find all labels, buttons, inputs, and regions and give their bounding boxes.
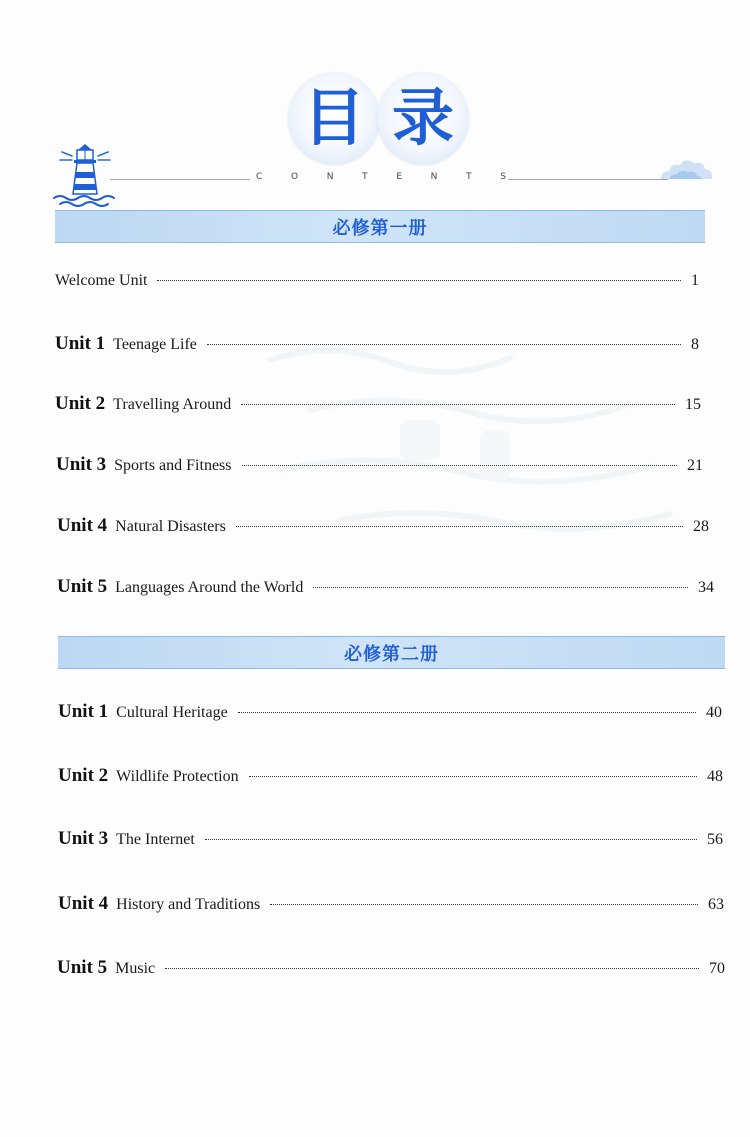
page-number: 28 [693, 518, 709, 535]
entry-title: Sports and Fitness [114, 457, 232, 474]
unit-label: Unit 2 [55, 393, 106, 414]
contents-rule-right [508, 179, 668, 180]
page-number: 8 [691, 336, 699, 353]
contents-letter: S [500, 172, 506, 182]
dot-leader [270, 904, 698, 905]
section-banner-book-1 [55, 210, 705, 243]
contents-letter: N [430, 172, 438, 182]
dot-leader [165, 968, 699, 969]
section-heading: 必修第二册 [344, 643, 439, 665]
page-number: 1 [691, 272, 699, 289]
contents-subtitle [256, 172, 506, 182]
contents-letter: C [256, 172, 263, 182]
page-number: 48 [707, 768, 723, 785]
page-number: 34 [698, 579, 714, 596]
entry-title: Cultural Heritage [116, 704, 228, 721]
contents-rule-left [110, 179, 250, 180]
dot-leader [207, 344, 681, 345]
contents-letter: O [290, 172, 299, 182]
toc-entry-book2-unit-3[interactable] [58, 828, 723, 858]
toc-entry-welcome-unit[interactable] [55, 272, 699, 302]
dot-leader [236, 526, 683, 527]
unit-label: Unit 1 [55, 333, 106, 354]
toc-entry-book1-unit-5[interactable] [57, 576, 714, 606]
toc-entry-book1-unit-3[interactable] [56, 454, 703, 484]
unit-label: Unit 4 [58, 893, 109, 914]
page-number: 15 [685, 396, 701, 413]
dot-leader [205, 839, 697, 840]
unit-label: Unit 3 [56, 454, 107, 475]
contents-letter: T [362, 172, 368, 182]
dot-leader [313, 587, 688, 588]
entry-title: The Internet [116, 831, 195, 848]
toc-entry-book2-unit-5[interactable] [57, 957, 725, 987]
toc-entry-book2-unit-4[interactable] [58, 893, 724, 923]
dot-leader [241, 404, 675, 405]
page-number: 70 [709, 960, 725, 977]
entry-title: Languages Around the World [115, 579, 304, 596]
unit-label: Unit 4 [57, 515, 108, 536]
title-char-lu: 录 [391, 81, 454, 154]
contents-letter: E [396, 172, 402, 182]
section-heading: 必修第一册 [332, 217, 428, 239]
toc-entry-book1-unit-4[interactable] [57, 515, 709, 545]
entry-title: Natural Disasters [115, 518, 226, 535]
entry-title: Wildlife Protection [116, 768, 239, 785]
page-number: 56 [707, 831, 723, 848]
entry-title: Welcome Unit [55, 272, 148, 289]
contents-letter: N [326, 172, 334, 182]
dot-leader [249, 776, 697, 777]
entry-title: Teenage Life [113, 336, 197, 353]
entry-title: History and Traditions [116, 896, 261, 913]
page-number: 21 [687, 457, 703, 474]
page-number: 40 [706, 704, 722, 721]
title-char-mu: 目 [302, 81, 365, 154]
title-circle-left [288, 72, 380, 164]
unit-label: Unit 5 [57, 576, 108, 597]
dot-leader [157, 280, 681, 281]
title-circle-right [377, 72, 469, 164]
unit-label: Unit 2 [58, 765, 109, 786]
toc-entry-book1-unit-2[interactable] [55, 393, 701, 423]
unit-label: Unit 3 [58, 828, 109, 849]
lighthouse-icon [48, 140, 120, 210]
page-number: 63 [708, 896, 724, 913]
entry-title: Music [115, 960, 156, 977]
cloud-icon [655, 155, 715, 183]
unit-label: Unit 1 [58, 701, 109, 722]
contents-letter: T [466, 172, 472, 182]
dot-leader [242, 465, 678, 466]
dot-leader [238, 712, 696, 713]
section-banner-book-2 [58, 636, 725, 669]
toc-entry-book2-unit-2[interactable] [58, 765, 723, 795]
toc-entry-book1-unit-1[interactable] [55, 333, 699, 363]
toc-entry-book2-unit-1[interactable] [58, 701, 722, 731]
unit-label: Unit 5 [57, 957, 108, 978]
entry-title: Travelling Around [113, 396, 232, 413]
